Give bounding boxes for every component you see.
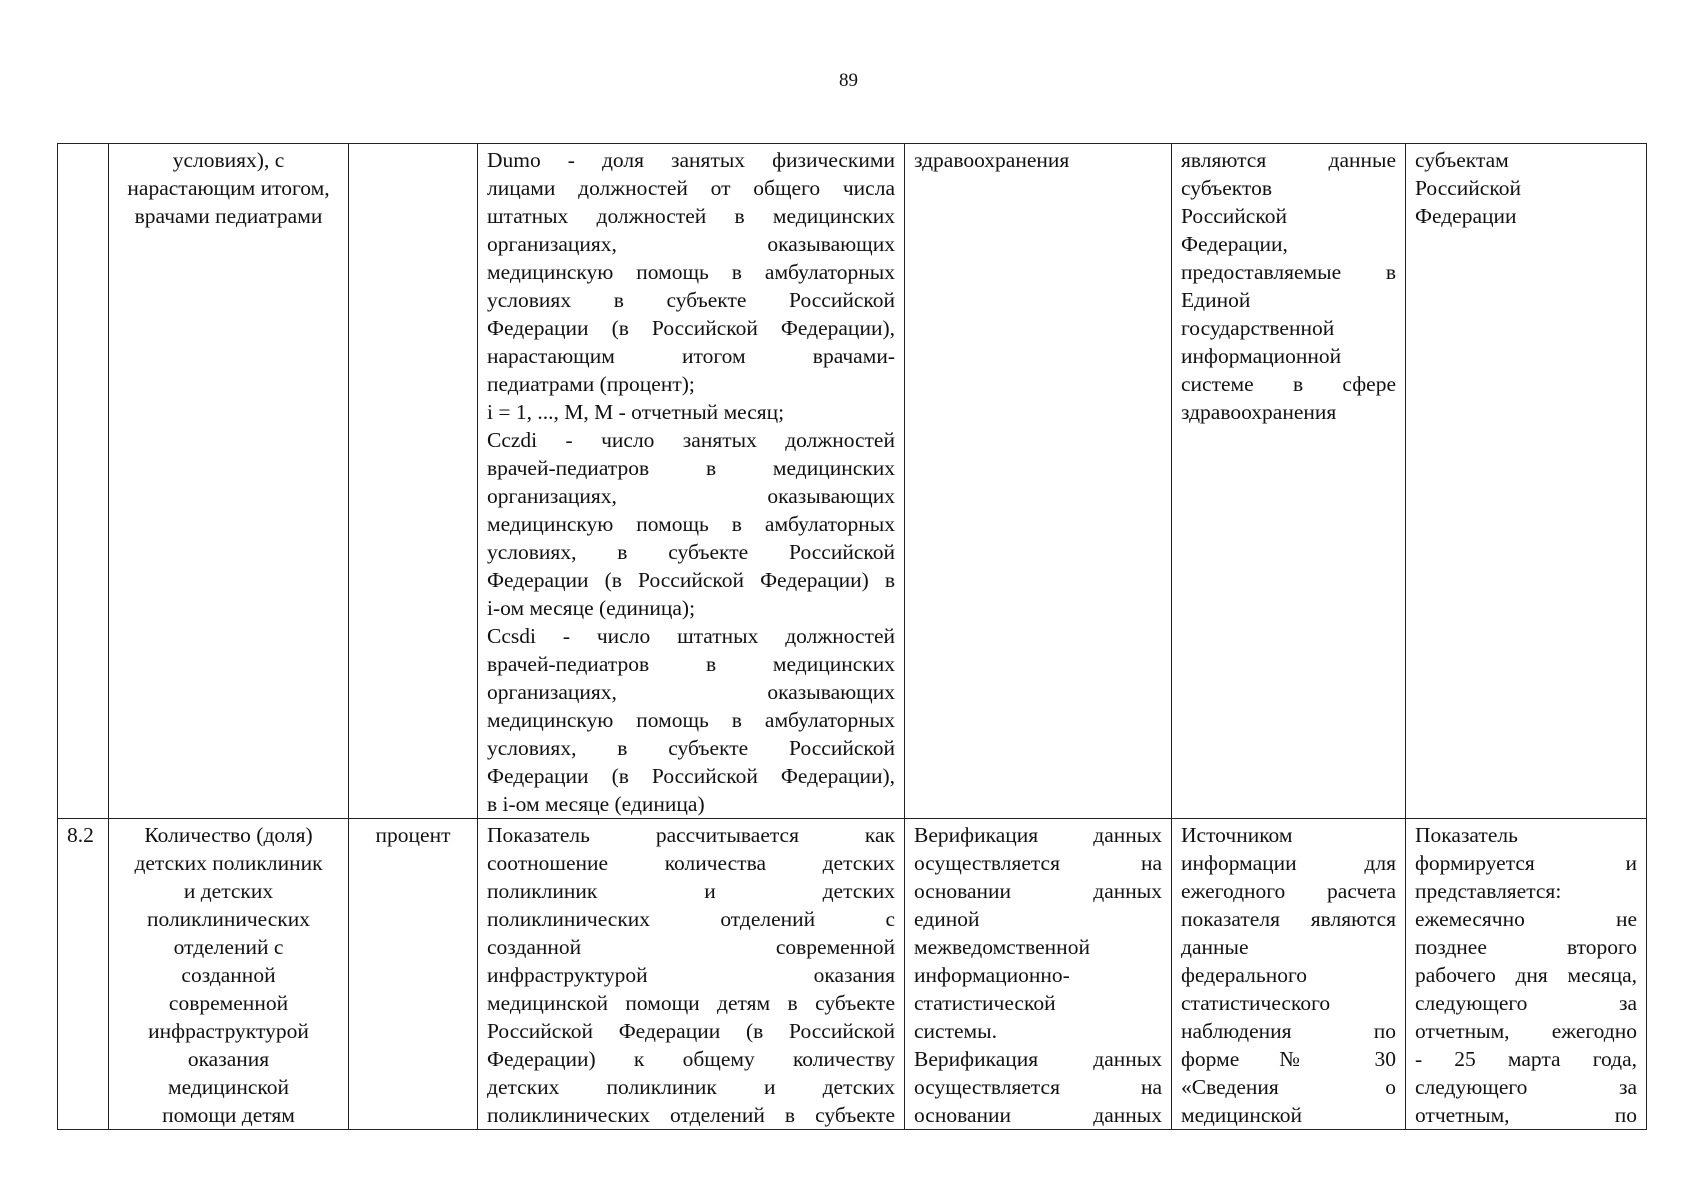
method-line: Российской Федерации (в Российской bbox=[487, 1019, 895, 1043]
timing-line: позднее второго bbox=[1415, 935, 1637, 959]
table-body bbox=[58, 144, 1647, 1130]
source-line: форме № 30 bbox=[1181, 1047, 1396, 1071]
page-number: 89 bbox=[839, 70, 858, 91]
indicator-name-line: отделений с bbox=[173, 935, 284, 959]
indicator-name-line: поликлинических bbox=[146, 907, 311, 931]
method-line: созданной современной bbox=[487, 935, 895, 959]
indicator-name-line: детских поликлиник bbox=[134, 851, 323, 875]
row-number-cell bbox=[58, 144, 109, 819]
verification-line: здравоохранения bbox=[914, 148, 1070, 172]
method-line: штатных должностей в медицинских bbox=[487, 204, 895, 228]
method-line: Федерации (в Российской Федерации) в bbox=[487, 568, 895, 592]
indicator-name-line: помощи детям bbox=[162, 1103, 295, 1127]
source-line: ежегодного расчета bbox=[1181, 879, 1396, 903]
source-line: предоставляемые в bbox=[1181, 260, 1396, 284]
method-line: Ccsdi - число штатных должностей bbox=[487, 624, 895, 648]
timing-cell bbox=[1406, 819, 1647, 1130]
method-line: Федерации (в Российской Федерации), bbox=[487, 316, 895, 340]
method-line: Федерации) к общему количеству bbox=[487, 1047, 895, 1071]
source-line: государственной bbox=[1181, 316, 1335, 340]
table-row bbox=[58, 819, 1647, 1130]
method-line: i = 1, ..., M, M - отчетный месяц; bbox=[487, 400, 785, 424]
source-line: системе в сфере bbox=[1181, 372, 1396, 396]
indicator-name-line: и детских bbox=[183, 879, 274, 903]
source-line: являются данные bbox=[1181, 148, 1396, 172]
timing-line: ежемесячно не bbox=[1415, 907, 1637, 931]
verification-line: Верификация данных bbox=[914, 823, 1162, 847]
method-line: врачей-педиатров в медицинских bbox=[487, 456, 895, 480]
verification-line: статистической bbox=[914, 991, 1056, 1015]
verification-line: информационно- bbox=[914, 963, 1070, 987]
timing-line: Российской bbox=[1415, 176, 1521, 200]
method-line: медицинскую помощь в амбулаторных bbox=[487, 708, 895, 732]
method-line: поликлинических отделений с bbox=[487, 907, 895, 931]
method-line: медицинскую помощь в амбулаторных bbox=[487, 260, 895, 284]
timing-line: Федерации bbox=[1415, 204, 1517, 228]
indicator-name-cell bbox=[109, 819, 349, 1130]
timing-line: отчетным, по bbox=[1415, 1103, 1637, 1127]
source-line: Федерации, bbox=[1181, 232, 1288, 256]
source-line: данные bbox=[1181, 935, 1249, 959]
indicator-name-cell bbox=[109, 144, 349, 819]
method-line: Dumo - доля занятых физическими bbox=[487, 148, 895, 172]
method-line: инфраструктурой оказания bbox=[487, 963, 895, 987]
method-line: организациях, оказывающих bbox=[487, 484, 895, 508]
method-line: нарастающим итогом врачами- bbox=[487, 344, 895, 368]
method-line: врачей-педиатров в медицинских bbox=[487, 652, 895, 676]
source-line: статистического bbox=[1181, 991, 1331, 1015]
verification-cell bbox=[905, 819, 1172, 1130]
method-line: детских поликлиник и детских bbox=[487, 1075, 895, 1099]
timing-cell bbox=[1406, 144, 1647, 819]
row-number-cell: 8.2 bbox=[58, 819, 109, 1130]
method-line: поликлиник и детских bbox=[487, 879, 895, 903]
source-line: показателя являются bbox=[1181, 907, 1396, 931]
indicator-table bbox=[57, 143, 1647, 1130]
indicator-name-line: созданной bbox=[181, 963, 276, 987]
indicator-name-line: нарастающим итогом, bbox=[127, 176, 330, 200]
verification-line: осуществляется на bbox=[914, 851, 1162, 875]
timing-line: субъектам bbox=[1415, 148, 1509, 172]
method-line: педиатрами (процент); bbox=[487, 372, 695, 396]
source-line: информационной bbox=[1181, 344, 1342, 368]
method-line: i-ом месяце (единица); bbox=[487, 596, 696, 620]
timing-line: следующего за bbox=[1415, 991, 1637, 1015]
verification-line: межведомственной bbox=[914, 935, 1090, 959]
method-line: соотношение количества детских bbox=[487, 851, 895, 875]
verification-line: Верификация данных bbox=[914, 1047, 1162, 1071]
indicator-name-line: Количество (доля) bbox=[144, 823, 313, 847]
method-line: поликлинических отделений в субъекте bbox=[487, 1103, 895, 1127]
method-line: лицами должностей от общего числа bbox=[487, 176, 895, 200]
verification-line: системы. bbox=[914, 1019, 997, 1043]
timing-line: отчетным, ежегодно bbox=[1415, 1019, 1637, 1043]
method-cell bbox=[478, 819, 905, 1130]
method-line: медицинскую помощь в амбулаторных bbox=[487, 512, 895, 536]
source-line: здравоохранения bbox=[1181, 400, 1337, 424]
source-line: медицинской bbox=[1181, 1103, 1302, 1127]
source-line: наблюдения по bbox=[1181, 1019, 1396, 1043]
indicator-name-line: современной bbox=[168, 991, 289, 1015]
verification-cell bbox=[905, 144, 1172, 819]
source-line: информации для bbox=[1181, 851, 1396, 875]
method-line: условиях, в субъекте Российской bbox=[487, 736, 895, 760]
verification-line: осуществляется на bbox=[914, 1075, 1162, 1099]
method-line: Федерации (в Российской Федерации), bbox=[487, 764, 895, 788]
table-row bbox=[58, 144, 1647, 819]
method-line: условиях в субъекте Российской bbox=[487, 288, 895, 312]
method-line: условиях, в субъекте Российской bbox=[487, 540, 895, 564]
timing-line: формируется и bbox=[1415, 851, 1637, 875]
indicator-name-line: условиях), с bbox=[172, 148, 285, 172]
method-line: в i-ом месяце (единица) bbox=[487, 792, 705, 816]
timing-line: представляется: bbox=[1415, 879, 1562, 903]
source-line: Источником bbox=[1181, 823, 1293, 847]
unit-cell: процент bbox=[349, 819, 478, 1130]
timing-line: - 25 марта года, bbox=[1415, 1047, 1637, 1071]
verification-line: основании данных bbox=[914, 879, 1162, 903]
source-line: Российской bbox=[1181, 204, 1287, 228]
method-line: организациях, оказывающих bbox=[487, 680, 895, 704]
timing-line: рабочего дня месяца, bbox=[1415, 963, 1637, 987]
method-cell bbox=[478, 144, 905, 819]
timing-line: Показатель bbox=[1415, 823, 1518, 847]
source-line: субъектов bbox=[1181, 176, 1272, 200]
method-line: медицинской помощи детям в субъекте bbox=[487, 991, 895, 1015]
method-line: Показатель рассчитывается как bbox=[487, 823, 895, 847]
source-line: федерального bbox=[1181, 963, 1307, 987]
source-line: Единой bbox=[1181, 288, 1251, 312]
verification-line: основании данных bbox=[914, 1103, 1162, 1127]
verification-line: единой bbox=[914, 907, 980, 931]
unit-cell bbox=[349, 144, 478, 819]
source-line: «Сведения о bbox=[1181, 1075, 1396, 1099]
indicator-name-line: медицинской bbox=[168, 1075, 289, 1099]
indicator-name-line: оказания bbox=[187, 1047, 270, 1071]
indicator-name-line: инфраструктурой bbox=[148, 1019, 309, 1043]
source-cell bbox=[1172, 144, 1406, 819]
indicator-name-line: врачами педиатрами bbox=[134, 204, 323, 228]
timing-line: следующего за bbox=[1415, 1075, 1637, 1099]
source-cell bbox=[1172, 819, 1406, 1130]
method-line: Cczdi - число занятых должностей bbox=[487, 428, 895, 452]
method-line: организациях, оказывающих bbox=[487, 232, 895, 256]
